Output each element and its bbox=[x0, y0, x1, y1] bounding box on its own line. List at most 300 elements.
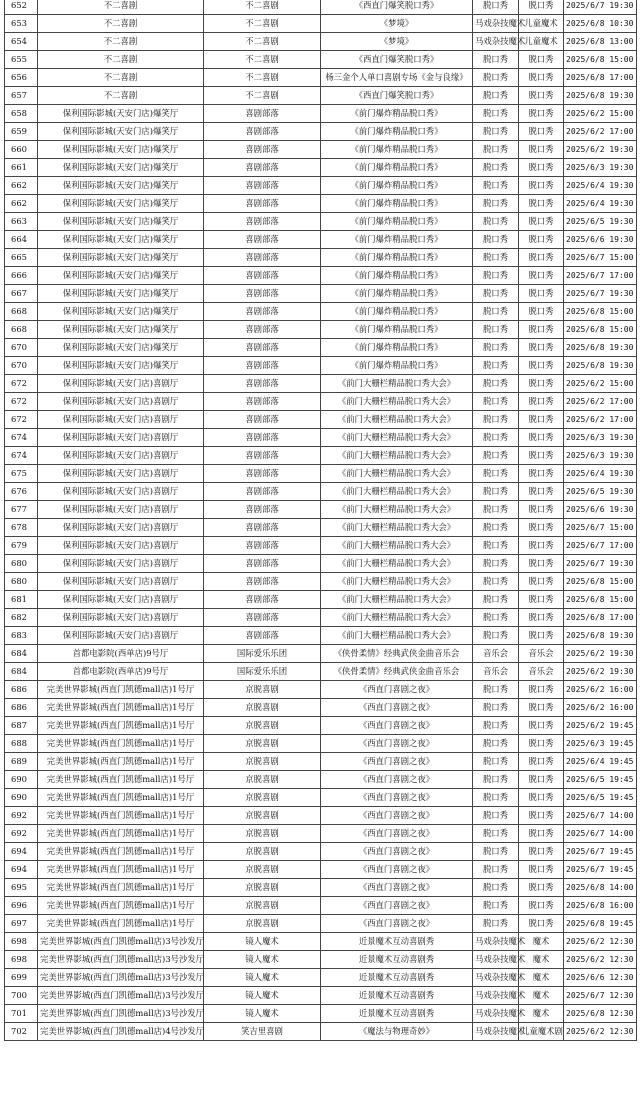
cell-row-number: 662 bbox=[5, 195, 38, 213]
cell-organizer: 喜剧部落 bbox=[204, 339, 321, 357]
table-row bbox=[5, 1023, 637, 1041]
cell-organizer: 喜剧部落 bbox=[204, 321, 321, 339]
cell-category: 脱口秀 bbox=[473, 627, 519, 645]
cell-row-number: 680 bbox=[5, 573, 38, 591]
cell-subcategory: 脱口秀 bbox=[519, 267, 564, 285]
cell-show-time: 2025/6/2 15:00 bbox=[564, 105, 637, 123]
cell-category: 脱口秀 bbox=[473, 735, 519, 753]
cell-subcategory: 脱口秀 bbox=[519, 771, 564, 789]
cell-subcategory: 魔术 bbox=[519, 1005, 564, 1023]
cell-subcategory: 脱口秀 bbox=[519, 0, 564, 15]
cell-subcategory: 脱口秀 bbox=[519, 411, 564, 429]
table-row bbox=[5, 159, 637, 177]
cell-category: 脱口秀 bbox=[473, 879, 519, 897]
cell-show-time: 2025/6/8 14:00 bbox=[564, 879, 637, 897]
table-row bbox=[5, 267, 637, 285]
cell-organizer: 喜剧部落 bbox=[204, 519, 321, 537]
cell-subcategory: 脱口秀 bbox=[519, 699, 564, 717]
cell-category: 脱口秀 bbox=[473, 483, 519, 501]
cell-row-number: 668 bbox=[5, 321, 38, 339]
cell-show-title: 《前门大栅栏精品脱口秀大会》 bbox=[321, 627, 473, 645]
cell-venue: 保利国际影城(天安门店)喜剧厅 bbox=[38, 573, 204, 591]
cell-show-time: 2025/6/8 15:00 bbox=[564, 573, 637, 591]
cell-subcategory: 脱口秀 bbox=[519, 447, 564, 465]
cell-show-time: 2025/6/5 19:30 bbox=[564, 483, 637, 501]
cell-venue: 完美世界影城(西直门凯德mall店)1号厅 bbox=[38, 825, 204, 843]
cell-show-title: 《前门大栅栏精品脱口秀大会》 bbox=[321, 555, 473, 573]
cell-subcategory: 脱口秀 bbox=[519, 231, 564, 249]
cell-organizer: 喜剧部落 bbox=[204, 177, 321, 195]
cell-show-title: 《前门大栅栏精品脱口秀大会》 bbox=[321, 375, 473, 393]
cell-category: 脱口秀 bbox=[473, 375, 519, 393]
cell-venue: 首都电影院(西单店)9号厅 bbox=[38, 663, 204, 681]
cell-subcategory: 脱口秀 bbox=[519, 627, 564, 645]
cell-category: 脱口秀 bbox=[473, 285, 519, 303]
cell-show-time: 2025/6/2 19:30 bbox=[564, 141, 637, 159]
cell-venue: 保利国际影城(天安门店)爆笑厅 bbox=[38, 213, 204, 231]
cell-organizer: 喜剧部落 bbox=[204, 393, 321, 411]
cell-organizer: 镜人魔术 bbox=[204, 933, 321, 951]
cell-row-number: 688 bbox=[5, 735, 38, 753]
cell-category: 脱口秀 bbox=[473, 825, 519, 843]
cell-category: 马戏杂技魔术 bbox=[473, 933, 519, 951]
cell-category: 脱口秀 bbox=[473, 789, 519, 807]
table-row bbox=[5, 213, 637, 231]
cell-show-time: 2025/6/4 19:30 bbox=[564, 465, 637, 483]
cell-subcategory: 脱口秀 bbox=[519, 285, 564, 303]
table-row bbox=[5, 411, 637, 429]
cell-row-number: 689 bbox=[5, 753, 38, 771]
cell-show-title: 《前门大栅栏精品脱口秀大会》 bbox=[321, 519, 473, 537]
table-row bbox=[5, 519, 637, 537]
table-row bbox=[5, 1005, 637, 1023]
cell-venue: 不二喜剧 bbox=[38, 0, 204, 15]
cell-row-number: 692 bbox=[5, 825, 38, 843]
cell-venue: 完美世界影城(西直门凯德mall店)3号沙发厅 bbox=[38, 987, 204, 1005]
cell-organizer: 镜人魔术 bbox=[204, 951, 321, 969]
table-row bbox=[5, 915, 637, 933]
cell-row-number: 699 bbox=[5, 969, 38, 987]
cell-category: 脱口秀 bbox=[473, 411, 519, 429]
cell-row-number: 672 bbox=[5, 393, 38, 411]
cell-show-title: 《西直门喜剧之夜》 bbox=[321, 789, 473, 807]
cell-show-time: 2025/6/3 19:30 bbox=[564, 159, 637, 177]
cell-organizer: 喜剧部落 bbox=[204, 483, 321, 501]
cell-row-number: 661 bbox=[5, 159, 38, 177]
table-row bbox=[5, 699, 637, 717]
table-row bbox=[5, 735, 637, 753]
table-row bbox=[5, 987, 637, 1005]
cell-venue: 保利国际影城(天安门店)爆笑厅 bbox=[38, 321, 204, 339]
cell-row-number: 682 bbox=[5, 609, 38, 627]
cell-row-number: 676 bbox=[5, 483, 38, 501]
cell-subcategory: 儿童魔术剧 bbox=[519, 1023, 564, 1041]
cell-subcategory: 脱口秀 bbox=[519, 483, 564, 501]
cell-row-number: 680 bbox=[5, 555, 38, 573]
cell-organizer: 镜人魔术 bbox=[204, 1005, 321, 1023]
cell-show-time: 2025/6/2 16:00 bbox=[564, 681, 637, 699]
cell-organizer: 京脱喜剧 bbox=[204, 825, 321, 843]
cell-show-title: 《前门爆炸精品脱口秀》 bbox=[321, 105, 473, 123]
cell-organizer: 喜剧部落 bbox=[204, 357, 321, 375]
cell-show-time: 2025/6/2 12:30 bbox=[564, 933, 637, 951]
cell-show-time: 2025/6/8 10:30 bbox=[564, 15, 637, 33]
cell-category: 脱口秀 bbox=[473, 213, 519, 231]
cell-show-time: 2025/6/8 15:00 bbox=[564, 321, 637, 339]
cell-venue: 完美世界影城(西直门凯德mall店)1号厅 bbox=[38, 717, 204, 735]
cell-show-title: 《前门大栅栏精品脱口秀大会》 bbox=[321, 573, 473, 591]
cell-row-number: 655 bbox=[5, 51, 38, 69]
cell-venue: 完美世界影城(西直门凯德mall店)1号厅 bbox=[38, 861, 204, 879]
cell-venue: 完美世界影城(西直门凯德mall店)1号厅 bbox=[38, 771, 204, 789]
cell-organizer: 喜剧部落 bbox=[204, 141, 321, 159]
cell-venue: 不二喜剧 bbox=[38, 87, 204, 105]
cell-show-time: 2025/6/4 19:45 bbox=[564, 753, 637, 771]
cell-organizer: 京脱喜剧 bbox=[204, 807, 321, 825]
cell-venue: 保利国际影城(天安门店)爆笑厅 bbox=[38, 249, 204, 267]
cell-subcategory: 脱口秀 bbox=[519, 861, 564, 879]
cell-show-title: 《梦境》 bbox=[321, 15, 473, 33]
table-row bbox=[5, 285, 637, 303]
cell-show-title: 《西直门喜剧之夜》 bbox=[321, 897, 473, 915]
cell-category: 脱口秀 bbox=[473, 717, 519, 735]
cell-show-title: 《西直门喜剧之夜》 bbox=[321, 771, 473, 789]
cell-row-number: 670 bbox=[5, 357, 38, 375]
cell-show-time: 2025/6/3 19:30 bbox=[564, 447, 637, 465]
cell-row-number: 668 bbox=[5, 303, 38, 321]
cell-show-time: 2025/6/7 19:45 bbox=[564, 843, 637, 861]
cell-row-number: 677 bbox=[5, 501, 38, 519]
cell-venue: 完美世界影城(西直门凯德mall店)3号沙发厅 bbox=[38, 1005, 204, 1023]
cell-subcategory: 脱口秀 bbox=[519, 105, 564, 123]
cell-venue: 保利国际影城(天安门店)喜剧厅 bbox=[38, 411, 204, 429]
cell-show-title: 《前门爆炸精品脱口秀》 bbox=[321, 267, 473, 285]
cell-show-title: 近景魔术互动喜剧秀 bbox=[321, 933, 473, 951]
cell-category: 脱口秀 bbox=[473, 177, 519, 195]
cell-organizer: 镜人魔术 bbox=[204, 969, 321, 987]
cell-organizer: 京脱喜剧 bbox=[204, 681, 321, 699]
cell-organizer: 不二喜剧 bbox=[204, 51, 321, 69]
cell-organizer: 京脱喜剧 bbox=[204, 735, 321, 753]
cell-venue: 完美世界影城(西直门凯德mall店)3号沙发厅 bbox=[38, 951, 204, 969]
cell-row-number: 672 bbox=[5, 375, 38, 393]
cell-show-title: 《西直门喜剧之夜》 bbox=[321, 681, 473, 699]
cell-show-time: 2025/6/7 15:00 bbox=[564, 519, 637, 537]
cell-show-title: 《前门爆炸精品脱口秀》 bbox=[321, 339, 473, 357]
cell-venue: 完美世界影城(西直门凯德mall店)3号沙发厅 bbox=[38, 969, 204, 987]
cell-organizer: 喜剧部落 bbox=[204, 159, 321, 177]
table-row bbox=[5, 249, 637, 267]
cell-category: 脱口秀 bbox=[473, 465, 519, 483]
cell-row-number: 698 bbox=[5, 933, 38, 951]
cell-row-number: 683 bbox=[5, 627, 38, 645]
cell-show-title: 《前门爆炸精品脱口秀》 bbox=[321, 123, 473, 141]
cell-subcategory: 音乐会 bbox=[519, 663, 564, 681]
cell-show-title: 《西直门喜剧之夜》 bbox=[321, 843, 473, 861]
cell-category: 脱口秀 bbox=[473, 195, 519, 213]
cell-venue: 不二喜剧 bbox=[38, 15, 204, 33]
cell-show-title: 《前门大栅栏精品脱口秀大会》 bbox=[321, 411, 473, 429]
cell-show-title: 杨三金个人单口喜剧专场《金与良缘》 bbox=[321, 69, 473, 87]
cell-venue: 不二喜剧 bbox=[38, 33, 204, 51]
cell-category: 脱口秀 bbox=[473, 699, 519, 717]
cell-subcategory: 脱口秀 bbox=[519, 195, 564, 213]
cell-show-time: 2025/6/2 19:45 bbox=[564, 717, 637, 735]
table-row bbox=[5, 141, 637, 159]
cell-show-title: 近景魔术互动喜剧秀 bbox=[321, 951, 473, 969]
table-row bbox=[5, 447, 637, 465]
cell-subcategory: 儿童魔术 bbox=[519, 15, 564, 33]
cell-show-time: 2025/6/7 19:30 bbox=[564, 555, 637, 573]
cell-venue: 保利国际影城(天安门店)爆笑厅 bbox=[38, 195, 204, 213]
cell-show-title: 《西直门喜剧之夜》 bbox=[321, 717, 473, 735]
cell-subcategory: 脱口秀 bbox=[519, 735, 564, 753]
cell-venue: 保利国际影城(天安门店)喜剧厅 bbox=[38, 501, 204, 519]
cell-show-time: 2025/6/7 15:00 bbox=[564, 249, 637, 267]
table-row bbox=[5, 339, 637, 357]
cell-organizer: 国际爱乐乐团 bbox=[204, 663, 321, 681]
cell-show-title: 《侠骨柔情》经典武侠金曲音乐会 bbox=[321, 663, 473, 681]
cell-show-title: 《魔法与物理奇妙》 bbox=[321, 1023, 473, 1041]
cell-category: 马戏杂技魔术 bbox=[473, 969, 519, 987]
cell-show-time: 2025/6/7 14:00 bbox=[564, 807, 637, 825]
cell-category: 脱口秀 bbox=[473, 123, 519, 141]
cell-show-time: 2025/6/8 15:00 bbox=[564, 303, 637, 321]
cell-category: 脱口秀 bbox=[473, 753, 519, 771]
cell-show-time: 2025/6/4 19:30 bbox=[564, 195, 637, 213]
cell-category: 脱口秀 bbox=[473, 591, 519, 609]
cell-organizer: 喜剧部落 bbox=[204, 105, 321, 123]
cell-venue: 保利国际影城(天安门店)喜剧厅 bbox=[38, 537, 204, 555]
cell-show-title: 《前门大栅栏精品脱口秀大会》 bbox=[321, 537, 473, 555]
cell-subcategory: 脱口秀 bbox=[519, 339, 564, 357]
table-row bbox=[5, 87, 637, 105]
cell-subcategory: 脱口秀 bbox=[519, 519, 564, 537]
cell-subcategory: 脱口秀 bbox=[519, 465, 564, 483]
cell-venue: 保利国际影城(天安门店)喜剧厅 bbox=[38, 375, 204, 393]
cell-organizer: 京脱喜剧 bbox=[204, 753, 321, 771]
cell-show-title: 《前门大栅栏精品脱口秀大会》 bbox=[321, 483, 473, 501]
cell-show-title: 《前门爆炸精品脱口秀》 bbox=[321, 249, 473, 267]
cell-venue: 完美世界影城(西直门凯德mall店)1号厅 bbox=[38, 807, 204, 825]
cell-show-time: 2025/6/8 19:30 bbox=[564, 339, 637, 357]
cell-show-time: 2025/6/5 19:45 bbox=[564, 771, 637, 789]
cell-venue: 保利国际影城(天安门店)喜剧厅 bbox=[38, 591, 204, 609]
cell-show-time: 2025/6/3 19:30 bbox=[564, 429, 637, 447]
cell-organizer: 不二喜剧 bbox=[204, 33, 321, 51]
cell-venue: 完美世界影城(西直门凯德mall店)1号厅 bbox=[38, 735, 204, 753]
cell-venue: 保利国际影城(天安门店)爆笑厅 bbox=[38, 231, 204, 249]
table-row bbox=[5, 123, 637, 141]
cell-subcategory: 脱口秀 bbox=[519, 69, 564, 87]
cell-venue: 完美世界影城(西直门凯德mall店)1号厅 bbox=[38, 681, 204, 699]
cell-show-time: 2025/6/2 17:00 bbox=[564, 123, 637, 141]
cell-organizer: 喜剧部落 bbox=[204, 123, 321, 141]
cell-show-time: 2025/6/3 19:45 bbox=[564, 735, 637, 753]
table-row bbox=[5, 933, 637, 951]
table-row bbox=[5, 15, 637, 33]
cell-category: 脱口秀 bbox=[473, 771, 519, 789]
cell-subcategory: 脱口秀 bbox=[519, 915, 564, 933]
cell-venue: 完美世界影城(西直门凯德mall店)1号厅 bbox=[38, 789, 204, 807]
cell-show-title: 《西直门爆笑脱口秀》 bbox=[321, 51, 473, 69]
cell-organizer: 喜剧部落 bbox=[204, 411, 321, 429]
cell-show-title: 《前门爆炸精品脱口秀》 bbox=[321, 195, 473, 213]
cell-organizer: 喜剧部落 bbox=[204, 555, 321, 573]
cell-category: 脱口秀 bbox=[473, 51, 519, 69]
table-row bbox=[5, 861, 637, 879]
cell-show-time: 2025/6/7 19:45 bbox=[564, 861, 637, 879]
cell-venue: 保利国际影城(天安门店)爆笑厅 bbox=[38, 105, 204, 123]
cell-show-time: 2025/6/8 19:30 bbox=[564, 87, 637, 105]
cell-show-title: 《前门爆炸精品脱口秀》 bbox=[321, 141, 473, 159]
cell-venue: 完美世界影城(西直门凯德mall店)1号厅 bbox=[38, 699, 204, 717]
cell-show-time: 2025/6/8 12:30 bbox=[564, 1005, 637, 1023]
cell-row-number: 654 bbox=[5, 33, 38, 51]
cell-venue: 保利国际影城(天安门店)爆笑厅 bbox=[38, 357, 204, 375]
cell-subcategory: 脱口秀 bbox=[519, 393, 564, 411]
cell-row-number: 684 bbox=[5, 645, 38, 663]
cell-row-number: 667 bbox=[5, 285, 38, 303]
cell-subcategory: 魔术 bbox=[519, 987, 564, 1005]
cell-organizer: 喜剧部落 bbox=[204, 375, 321, 393]
cell-show-time: 2025/6/8 15:00 bbox=[564, 51, 637, 69]
cell-category: 脱口秀 bbox=[473, 807, 519, 825]
cell-venue: 保利国际影城(天安门店)爆笑厅 bbox=[38, 285, 204, 303]
cell-venue: 保利国际影城(天安门店)爆笑厅 bbox=[38, 177, 204, 195]
cell-subcategory: 脱口秀 bbox=[519, 879, 564, 897]
cell-subcategory: 魔术 bbox=[519, 969, 564, 987]
cell-subcategory: 脱口秀 bbox=[519, 753, 564, 771]
cell-show-time: 2025/6/2 19:30 bbox=[564, 645, 637, 663]
cell-subcategory: 脱口秀 bbox=[519, 807, 564, 825]
cell-organizer: 喜剧部落 bbox=[204, 465, 321, 483]
cell-row-number: 701 bbox=[5, 1005, 38, 1023]
cell-row-number: 702 bbox=[5, 1023, 38, 1041]
cell-organizer: 不二喜剧 bbox=[204, 87, 321, 105]
cell-show-time: 2025/6/8 13:00 bbox=[564, 33, 637, 51]
cell-row-number: 666 bbox=[5, 267, 38, 285]
cell-category: 脱口秀 bbox=[473, 573, 519, 591]
cell-row-number: 686 bbox=[5, 681, 38, 699]
cell-row-number: 674 bbox=[5, 447, 38, 465]
cell-venue: 保利国际影城(天安门店)爆笑厅 bbox=[38, 159, 204, 177]
cell-category: 音乐会 bbox=[473, 663, 519, 681]
cell-show-title: 《西直门喜剧之夜》 bbox=[321, 735, 473, 753]
cell-organizer: 喜剧部落 bbox=[204, 537, 321, 555]
cell-category: 脱口秀 bbox=[473, 843, 519, 861]
cell-venue: 首都电影院(西单店)9号厅 bbox=[38, 645, 204, 663]
cell-organizer: 喜剧部落 bbox=[204, 195, 321, 213]
cell-category: 脱口秀 bbox=[473, 915, 519, 933]
cell-show-title: 《西直门喜剧之夜》 bbox=[321, 807, 473, 825]
cell-show-title: 《前门大栅栏精品脱口秀大会》 bbox=[321, 591, 473, 609]
cell-venue: 保利国际影城(天安门店)爆笑厅 bbox=[38, 123, 204, 141]
table-row bbox=[5, 195, 637, 213]
cell-organizer: 不二喜剧 bbox=[204, 0, 321, 15]
cell-subcategory: 脱口秀 bbox=[519, 501, 564, 519]
cell-row-number: 697 bbox=[5, 915, 38, 933]
cell-category: 脱口秀 bbox=[473, 321, 519, 339]
table-row bbox=[5, 951, 637, 969]
cell-category: 音乐会 bbox=[473, 645, 519, 663]
cell-show-time: 2025/6/5 19:30 bbox=[564, 213, 637, 231]
table-row bbox=[5, 717, 637, 735]
cell-show-title: 《西直门爆笑脱口秀》 bbox=[321, 87, 473, 105]
cell-category: 脱口秀 bbox=[473, 141, 519, 159]
cell-row-number: 662 bbox=[5, 177, 38, 195]
cell-subcategory: 脱口秀 bbox=[519, 141, 564, 159]
cell-category: 脱口秀 bbox=[473, 447, 519, 465]
cell-venue: 完美世界影城(西直门凯德mall店)1号厅 bbox=[38, 915, 204, 933]
cell-category: 脱口秀 bbox=[473, 69, 519, 87]
cell-category: 脱口秀 bbox=[473, 105, 519, 123]
cell-show-time: 2025/6/7 17:00 bbox=[564, 267, 637, 285]
table-row bbox=[5, 771, 637, 789]
cell-subcategory: 脱口秀 bbox=[519, 789, 564, 807]
cell-show-time: 2025/6/8 16:00 bbox=[564, 897, 637, 915]
cell-venue: 保利国际影城(天安门店)喜剧厅 bbox=[38, 609, 204, 627]
cell-subcategory: 脱口秀 bbox=[519, 429, 564, 447]
cell-venue: 保利国际影城(天安门店)爆笑厅 bbox=[38, 141, 204, 159]
table-row bbox=[5, 0, 637, 15]
cell-organizer: 京脱喜剧 bbox=[204, 843, 321, 861]
cell-show-time: 2025/6/2 15:00 bbox=[564, 375, 637, 393]
cell-subcategory: 脱口秀 bbox=[519, 843, 564, 861]
cell-subcategory: 脱口秀 bbox=[519, 357, 564, 375]
table-row bbox=[5, 375, 637, 393]
cell-show-time: 2025/6/2 17:00 bbox=[564, 393, 637, 411]
cell-venue: 完美世界影城(西直门凯德mall店)1号厅 bbox=[38, 843, 204, 861]
cell-show-title: 《前门爆炸精品脱口秀》 bbox=[321, 159, 473, 177]
cell-venue: 保利国际影城(天安门店)喜剧厅 bbox=[38, 627, 204, 645]
cell-category: 脱口秀 bbox=[473, 681, 519, 699]
table-row bbox=[5, 69, 637, 87]
cell-venue: 保利国际影城(天安门店)喜剧厅 bbox=[38, 519, 204, 537]
table-row bbox=[5, 663, 637, 681]
cell-row-number: 694 bbox=[5, 843, 38, 861]
cell-row-number: 660 bbox=[5, 141, 38, 159]
cell-category: 脱口秀 bbox=[473, 87, 519, 105]
cell-show-time: 2025/6/4 19:30 bbox=[564, 177, 637, 195]
table-row bbox=[5, 591, 637, 609]
table-row bbox=[5, 231, 637, 249]
cell-row-number: 684 bbox=[5, 663, 38, 681]
cell-organizer: 喜剧部落 bbox=[204, 501, 321, 519]
cell-show-title: 《前门大栅栏精品脱口秀大会》 bbox=[321, 465, 473, 483]
cell-organizer: 京脱喜剧 bbox=[204, 897, 321, 915]
cell-show-time: 2025/6/2 17:00 bbox=[564, 411, 637, 429]
cell-show-title: 《前门大栅栏精品脱口秀大会》 bbox=[321, 609, 473, 627]
cell-show-title: 近景魔术互动喜剧秀 bbox=[321, 1005, 473, 1023]
cell-subcategory: 脱口秀 bbox=[519, 249, 564, 267]
cell-organizer: 京脱喜剧 bbox=[204, 789, 321, 807]
table-row bbox=[5, 483, 637, 501]
table-row bbox=[5, 969, 637, 987]
cell-subcategory: 脱口秀 bbox=[519, 609, 564, 627]
cell-row-number: 679 bbox=[5, 537, 38, 555]
cell-show-title: 《前门爆炸精品脱口秀》 bbox=[321, 213, 473, 231]
cell-organizer: 京脱喜剧 bbox=[204, 861, 321, 879]
cell-show-time: 2025/6/2 16:00 bbox=[564, 699, 637, 717]
cell-row-number: 700 bbox=[5, 987, 38, 1005]
cell-show-time: 2025/6/7 14:00 bbox=[564, 825, 637, 843]
cell-category: 脱口秀 bbox=[473, 393, 519, 411]
cell-category: 脱口秀 bbox=[473, 609, 519, 627]
table-row bbox=[5, 555, 637, 573]
cell-subcategory: 脱口秀 bbox=[519, 303, 564, 321]
cell-venue: 完美世界影城(西直门凯德mall店)3号沙发厅 bbox=[38, 933, 204, 951]
